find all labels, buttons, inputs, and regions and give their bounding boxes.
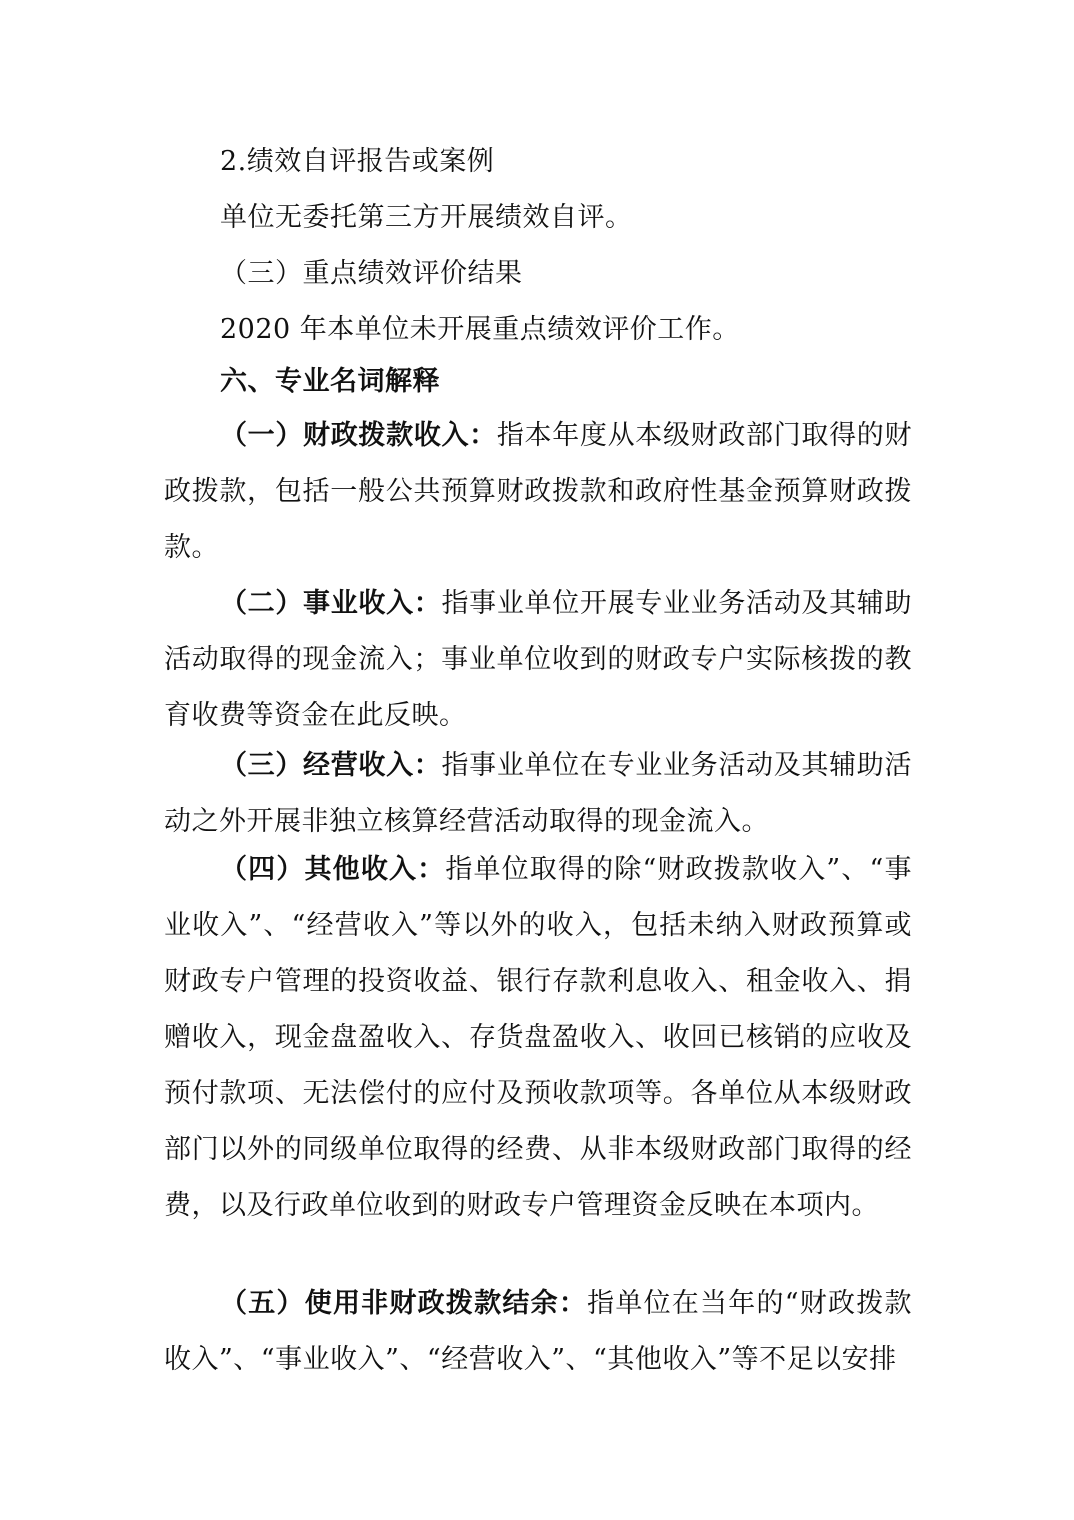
definition-text: 指事业单位开展专业业务活动及其辅助活动取得的现金流入；事业单位收到的财政专户实际核拨的教育收费等资金在此反映。 bbox=[164, 588, 912, 731]
definition-text: 指本年度从本级财政部门取得的财政拨款，包括一般公共预算财政拨款和政府性基金预算财政拨款。 bbox=[164, 420, 912, 563]
subsection-3-text: 2020 年本单位未开展重点绩效评价工作。 bbox=[220, 314, 740, 345]
subsection-3-title: （三）重点绩效评价结果 bbox=[220, 258, 523, 289]
definition-paragraph bbox=[164, 842, 912, 1234]
definition-term: （三）经营收入： bbox=[220, 750, 442, 781]
definition-text: 指单位在当年的“财政拨款收入”、“事业收入”、“经营收入”、“其他收入”等不足以安排 bbox=[164, 1288, 913, 1375]
definition-paragraph bbox=[164, 408, 912, 576]
definition-paragraph bbox=[164, 738, 912, 850]
definition-term: （二）事业收入： bbox=[220, 588, 442, 619]
definition-term: （五）使用非财政拨款结余： bbox=[220, 1288, 588, 1319]
definition-term: （四）其他收入： bbox=[220, 854, 446, 885]
definition-paragraph bbox=[164, 576, 912, 744]
definition-text: 指单位取得的除“财政拨款收入”、“事业收入”、“经营收入”等以外的收入，包括未纳入财政预算或财政专户管理的投资收益、银行存款利息收入、租金收入、捐赠收入，现金盘盈收入、存货盘盈收入、收回已核销的应收及预付款项、无法偿付的应付及预收款项等。各单位从本级财政部门以外的同级单位取得的经费、从非本级财政部门取得的经费，以及行政单位收到的财政专户管理资金反映在本项内。 bbox=[164, 854, 912, 1221]
definition-text: 指事业单位在专业业务活动及其辅助活动之外开展非独立核算经营活动取得的现金流入。 bbox=[164, 750, 912, 837]
definition-paragraph bbox=[164, 1276, 912, 1388]
section-6-title: 六、专业名词解释 bbox=[220, 366, 440, 397]
item-2-text: 单位无委托第三方开展绩效自评。 bbox=[220, 202, 633, 233]
definition-term: （一）财政拨款收入： bbox=[220, 420, 497, 451]
item-2-title: 2.绩效自评报告或案例 bbox=[220, 146, 495, 177]
